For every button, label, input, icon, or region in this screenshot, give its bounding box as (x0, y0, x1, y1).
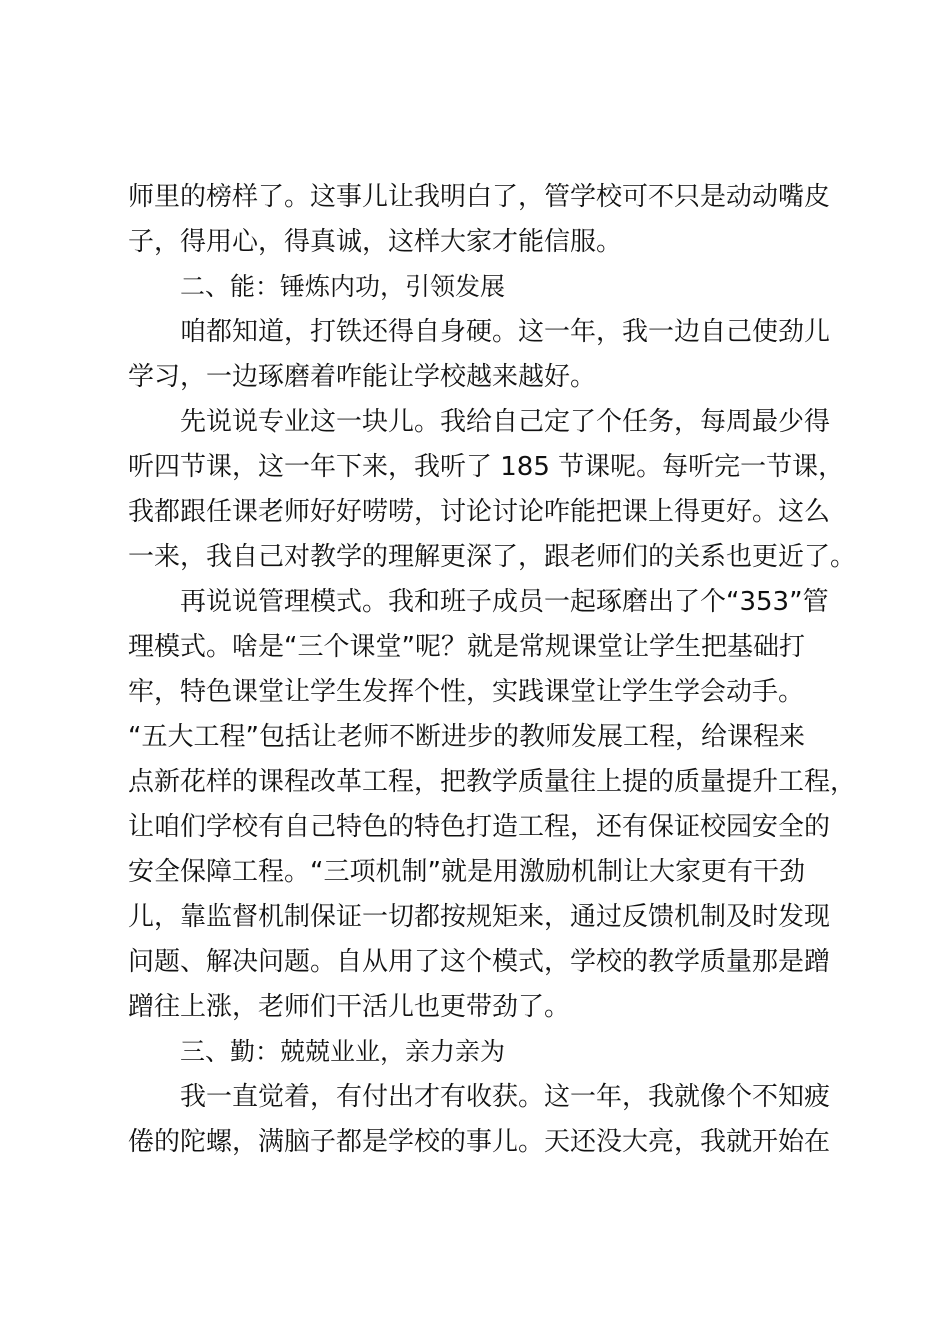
body-text-line: 听四节课，这一年下来，我听了 185 节课呢。每听完一节课， (128, 452, 845, 482)
section-heading: 三、勤：兢兢业业，亲力亲为 (180, 1037, 506, 1066)
section-heading: 二、能：锤炼内功，引领发展 (180, 272, 506, 301)
body-text-line: 师里的榜样了。这事儿让我明白了，管学校可不只是动动嘴皮 (128, 182, 831, 212)
body-text-line: 牢，特色课堂让学生发挥个性，实践课堂让学生学会动手。 (128, 677, 805, 707)
body-text-line: “五大工程”包括让老师不断进步的教师发展工程，给课程来 (128, 722, 805, 752)
body-text-line: 学习，一边琢磨着咋能让学校越来越好。 (128, 362, 597, 392)
body-text-line: 儿，靠监督机制保证一切都按规矩来，通过反馈机制及时发现 (128, 902, 831, 932)
body-text-line: 子，得用心，得真诚，这样大家才能信服。 (128, 227, 623, 257)
body-text-line: 让咱们学校有自己特色的特色打造工程，还有保证校园安全的 (128, 812, 831, 842)
body-text-line: 点新花样的课程改革工程，把教学质量往上提的质量提升工程， (128, 767, 857, 797)
body-text-line: 我都跟任课老师好好唠唠，讨论讨论咋能把课上得更好。这么 (128, 497, 831, 527)
body-text-line: 安全保障工程。“三项机制”就是用激励机制让大家更有干劲 (128, 857, 805, 887)
body-text-line: 一来，我自己对教学的理解更深了，跟老师们的关系也更近了。 (128, 542, 857, 572)
paragraph-first-line: 先说说专业这一块儿。我给自己定了个任务，每周最少得 (180, 407, 831, 437)
body-text-line: 蹭往上涨，老师们干活儿也更带劲了。 (128, 992, 571, 1022)
paragraph-first-line: 咱都知道，打铁还得自身硬。这一年，我一边自己使劲儿 (180, 317, 831, 347)
body-text-line: 理模式。啥是“三个课堂”呢？就是常规课堂让学生把基础打 (128, 632, 805, 662)
body-text-line: 问题、解决问题。自从用了这个模式，学校的教学质量那是蹭 (128, 947, 831, 977)
paragraph-first-line: 再说说管理模式。我和班子成员一起琢磨出了个“353”管 (180, 587, 829, 617)
body-text-line: 倦的陀螺，满脑子都是学校的事儿。天还没大亮，我就开始在 (128, 1127, 831, 1157)
paragraph-first-line: 我一直觉着，有付出才有收获。这一年，我就像个不知疲 (180, 1082, 831, 1112)
